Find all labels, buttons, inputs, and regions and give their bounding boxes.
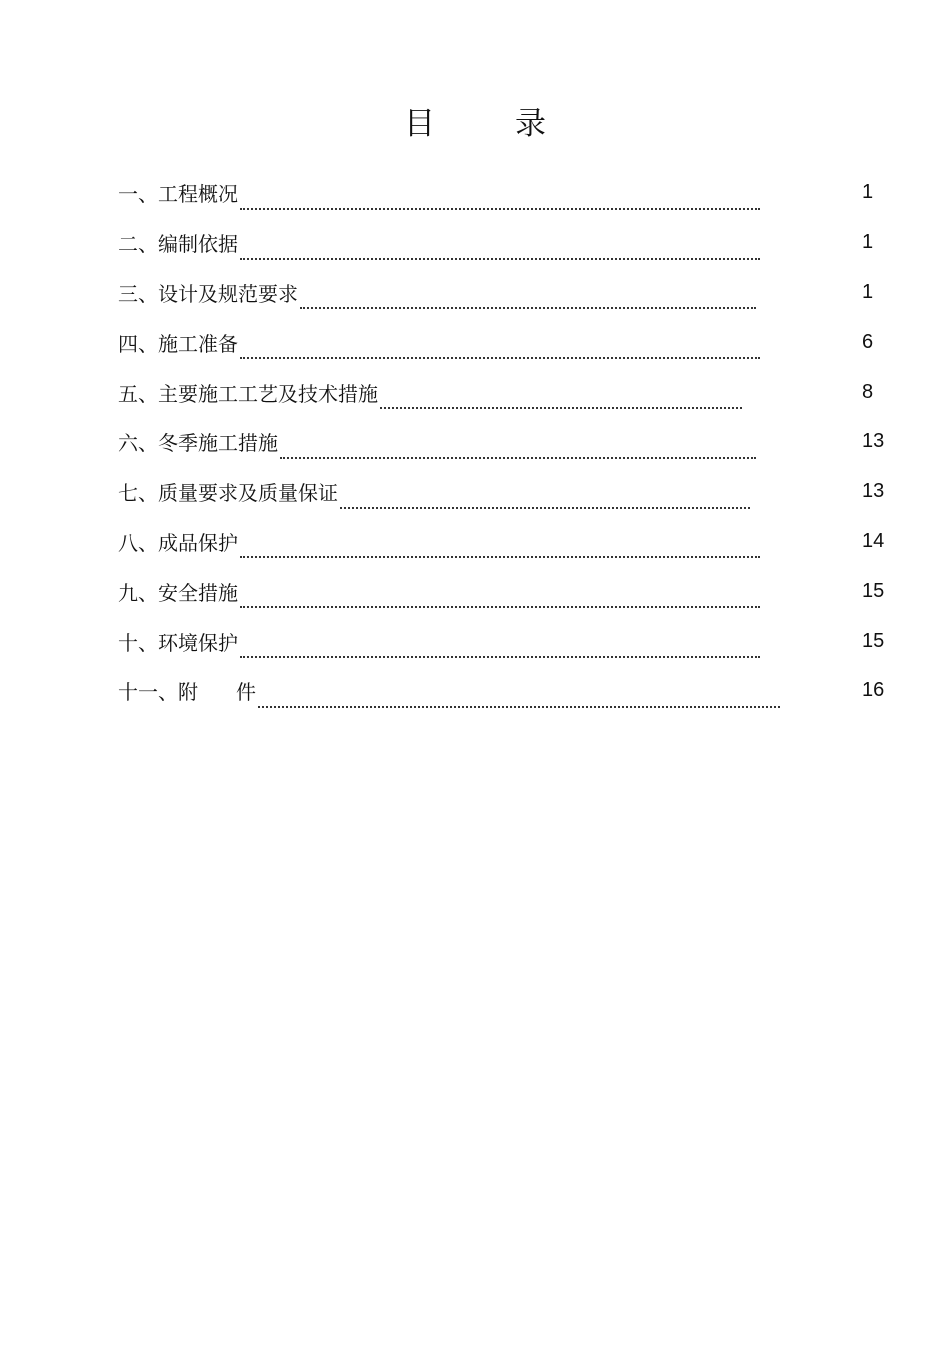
toc-page-number: 13 [862,480,885,503]
toc-page-number: 1 [862,280,874,303]
toc-entry[interactable] [118,616,918,666]
toc-entry-label: 十、环境保护 [118,630,238,655]
toc-entry-label: 四、施工准备 [118,331,238,356]
toc-leader-dots [340,487,750,509]
page-title [0,104,950,144]
toc-entry-label: 二、编制依据 [118,232,238,257]
toc-leader-dots [240,188,760,210]
toc-leader-dots [300,287,756,309]
toc-entry[interactable] [118,467,918,517]
toc-page-number: 16 [862,679,885,702]
toc-page-number: 1 [862,181,874,204]
toc-entry-label: 九、安全措施 [118,580,238,605]
toc-page-number: 15 [862,579,885,602]
toc-page-number: 8 [862,380,874,403]
toc-leader-dots [240,586,760,608]
toc-entry[interactable] [118,417,918,467]
toc-page-number: 15 [862,629,885,652]
toc-entry-label-part-2: 件 [236,680,256,705]
toc-entry-label: 五、主要施工工艺及技术措施 [118,381,378,406]
table-of-contents [118,168,918,716]
toc-page-number: 13 [862,430,885,453]
toc-page-number: 6 [862,330,874,353]
title-char-2: 录 [515,106,546,142]
toc-leader-dots [240,238,760,260]
toc-entry-label-part-1: 十一、附 [118,680,198,705]
toc-entry[interactable] [118,517,918,567]
toc-entry[interactable] [118,218,918,268]
toc-leader-dots [258,686,780,708]
toc-leader-dots [240,536,760,558]
toc-entry[interactable] [118,566,918,616]
toc-page-number: 14 [862,529,885,552]
toc-leader-dots [240,337,760,359]
toc-leader-dots [280,437,756,459]
toc-leader-dots [380,387,742,409]
toc-entry[interactable] [118,317,918,367]
toc-entry-label: 六、冬季施工措施 [118,431,278,456]
toc-entry-label [118,676,256,705]
toc-entry[interactable] [118,268,918,318]
toc-entry[interactable] [118,367,918,417]
toc-page-number: 1 [862,231,874,254]
toc-entry-label: 八、成品保护 [118,530,238,555]
toc-entry-label: 七、质量要求及质量保证 [118,481,338,506]
toc-entry-label: 一、工程概况 [118,182,238,207]
title-char-1: 目 [404,106,435,142]
toc-entry[interactable] [118,168,918,218]
toc-entry[interactable] [118,666,918,716]
toc-entry-label: 三、设计及规范要求 [118,281,298,306]
toc-leader-dots [240,636,760,658]
